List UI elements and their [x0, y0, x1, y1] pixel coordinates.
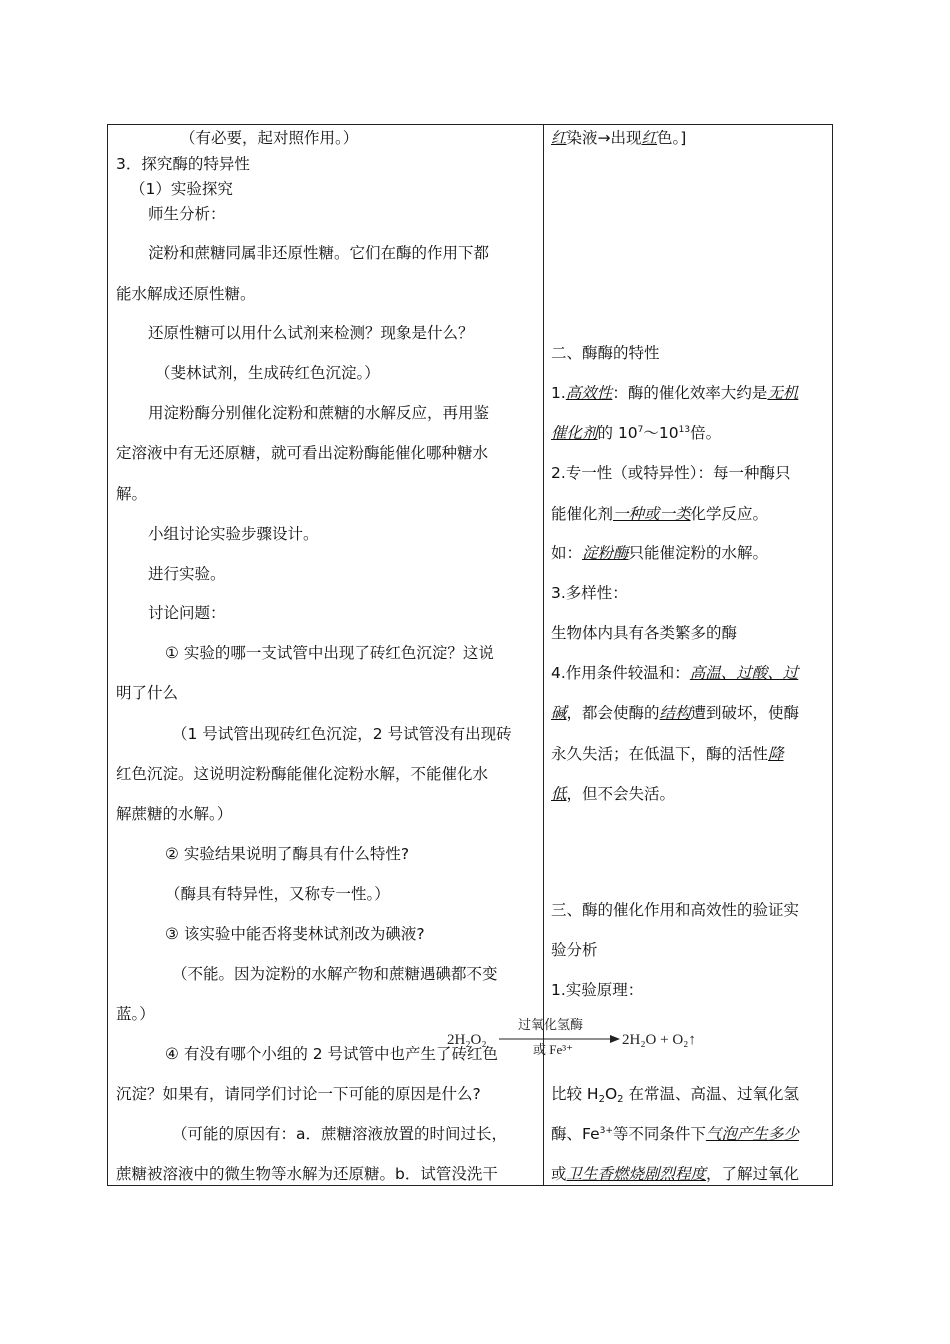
left-line-11: 解。 — [116, 485, 148, 503]
left-line-25: ④ 有没有哪个小组的 2 号试管中也产生了砖红色 — [165, 1045, 499, 1063]
left-line-13: 进行实验。 — [148, 565, 226, 583]
left-line-4: 师生分析： — [148, 205, 226, 223]
left-line-19: 解蔗糖的水解。） — [116, 805, 233, 823]
left-line-8: （斐林试剂，生成砖红色沉淀。） — [155, 364, 380, 382]
right-line-p11: 低，但不会失活。 — [551, 785, 676, 803]
left-line-7: 还原性糖可以用什么试剂来检测？现象是什么？ — [148, 324, 474, 342]
left-line-28: 蔗糖被溶液中的微生物等水解为还原糖。b．试管没洗干 — [116, 1165, 498, 1183]
eq-catalyst-bottom: 或 Fe³⁺ — [533, 1042, 574, 1056]
left-line-3: （1）实验探究 — [130, 180, 233, 198]
left-line-22: ③ 该实验中能否将斐林试剂改为碘液? — [165, 925, 425, 943]
eq-reactant: 2H₂O₂ — [447, 1032, 487, 1048]
right-line-p8: 4.作用条件较温和：高温、过酸、过 — [551, 664, 799, 682]
right-line-1: 红染液→出现红色。] — [551, 129, 687, 147]
left-line-26: 沉淀？如果有，请同学们讨论一下可能的原因是什么? — [116, 1085, 481, 1103]
section-heading-3a: 三、酶的催化作用和高效性的验证实 — [551, 901, 800, 919]
left-line-23: （不能。因为淀粉的水解产物和蔗糖遇碘都不变 — [172, 965, 498, 983]
right-line-q1: 1.实验原理： — [551, 981, 644, 999]
right-line-p5: 如：淀粉酶只能催淀粉的水解。 — [551, 544, 769, 562]
right-line-p6: 3.多样性： — [551, 584, 628, 602]
left-line-1: （有必要，起对照作用。） — [180, 129, 359, 147]
right-line-p9: 碱，都会使酶的结构遭到破坏，使酶 — [551, 704, 800, 722]
left-line-18: 红色沉淀。这说明淀粉酶能催化淀粉水解，不能催化水 — [116, 765, 489, 783]
left-line-10: 定溶液中有无还原糖，就可看出淀粉酶能催化哪种糖水 — [116, 444, 489, 462]
right-line-p1: 1.高效性：酶的催化效率大约是无机 — [551, 384, 799, 402]
left-line-6: 能水解成还原性糖。 — [116, 285, 256, 303]
left-line-2: 3．探究酶的特异性 — [116, 155, 250, 173]
right-line-p7: 生物体内具有各类繁多的酶 — [551, 624, 738, 642]
left-line-15: ① 实验的哪一支试管中出现了砖红色沉淀？这说 — [165, 644, 494, 662]
right-line-p2: 催化剂的 $10^7\sim 10^{13}$倍。 — [551, 424, 722, 442]
right-line-p10: 永久失活；在低温下，酶的活性降 — [551, 745, 784, 763]
eq-product: 2H₂O + O₂↑ — [622, 1032, 696, 1048]
right-line-p4: 能催化剂一种或一类化学反应。 — [551, 505, 769, 523]
left-line-17: （1 号试管出现砖红色沉淀，2 号试管没有出现砖 — [172, 725, 512, 743]
left-line-20: ② 实验结果说明了酶具有什么特性? — [165, 845, 410, 863]
eq-arrow-head — [610, 1035, 620, 1043]
left-line-16: 明了什么 — [116, 684, 179, 702]
left-line-27: （可能的原因有：a．蔗糖溶液放置的时间过长， — [172, 1125, 507, 1143]
left-line-14: 讨论问题： — [148, 604, 226, 622]
right-line-p3: 2.专一性（或特异性）：每一种酶只 — [551, 464, 791, 482]
right-line-q4: 或卫生香燃烧剧烈程度，了解过氧化 — [551, 1165, 800, 1183]
section-heading-2: 二、酶酶的特性 — [551, 344, 660, 362]
right-line-q2: 比较 $H_2O_2$ 在常温、高温、过氧化氢 — [551, 1085, 799, 1105]
right-line-q3: 酶、$Fe^{3+}$等不同条件下气泡产生多少 — [551, 1125, 799, 1143]
left-line-5: 淀粉和蔗糖同属非还原性糖。它们在酶的作用下都 — [148, 244, 490, 262]
reaction-equation — [445, 1014, 715, 1056]
section-heading-3b: 验分析 — [551, 941, 598, 959]
left-line-9: 用淀粉酶分别催化淀粉和蔗糖的水解反应，再用鉴 — [148, 404, 490, 422]
left-line-12: 小组讨论实验步骤设计。 — [148, 525, 319, 543]
left-line-21: （酶具有特异性，又称专一性。） — [165, 885, 390, 903]
left-line-24: 蓝。） — [116, 1005, 155, 1023]
eq-catalyst-top: 过氧化氢酶 — [518, 1017, 584, 1032]
